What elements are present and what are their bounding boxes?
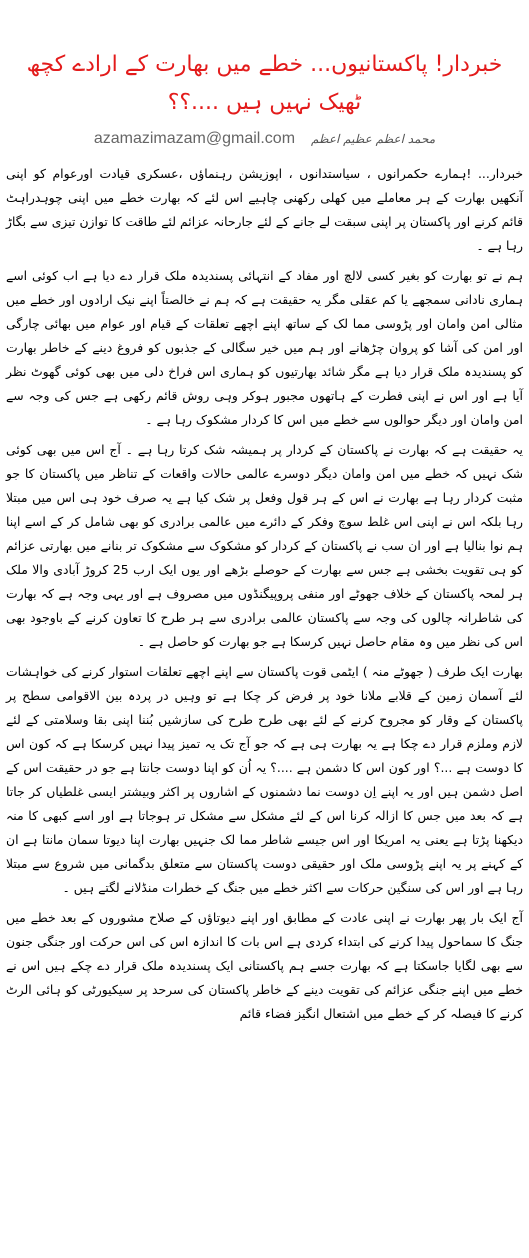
author-name: محمد اعظم عظیم اعظم (311, 132, 436, 146)
paragraph: آج ایک بار پھر بھارت نے اپنی عادت کے مطابق اور اپنے دیوتاؤں کے صلاح مشوروں کے بعد خطے میں جنگ کا سماحول پیدا کرنے کی ابتداء کردی ہے اس بات کا اندازہ اس کی اس حرکت اور جنگی جنون سے بھی لگایا جاسکتا ہے کہ بھارت جسے ہم پاکستانی ایک پسندیدہ ملک قرار دے چکے ہیں اس نے خطے میں اپنے جنگی عزائم کی تقویت دینے کے خاطر پاکستان کی سرحد پر سیکیورٹی کو ہائی الرٹ کرنے کا فیصلہ کر کے خطے میں اشتعال انگیز فضاء قائم (6, 910, 523, 1021)
paragraph: خبردار... !ہمارے حکمرانوں ، سیاستدانوں ، اپوزیشن رہنماؤں ،عسکری قیادت اورعوام کو اپنی آنکھیں بھارت کے ہر معاملے میں کھلی رکھنی چاہیے اس لئے کہ بھارت خطے میں اپنی چوہدراہٹ قائم کرنے اور پاکستان پر اپنی سبقت لے جانے کے لئے جارحانہ عزائم لئے طاقت کا توازن تیزی سے بگاڑ رہا ہے ۔ (6, 166, 523, 253)
paragraph: ہم نے تو بھارت کو بغیر کسی لالچ اور مفاد کے انتہائی پسندیدہ ملک قرار دے دیا ہے اب کوئی اسے ہماری نادانی سمجھے یا کم عقلی مگر یہ حقیقت ہے کہ ہم نے خالصتاً اپنے نیک ارادوں اور خطے میں مثالی امن وامان اور پڑوسی مما لک کے ساتھ اپنے اچھے تعلقات کے قیام اور عوام میں بھائی چارگی اور امن کی آشا کو پروان چڑھانے اور ہم میں خیر سگالی کے جذبوں کو فروغ دینے کے خاطر بھارت کو پسندیدہ ملک قرار دیا ہے مگر شائد بھارتیوں کو ہماری اس فراخ دلی میں بھی کوئی گھوٹ نظر آیا ہے اور اس نے اپنی فطرت کے ہاتھوں مجبور ہوکر وہی روش قائم رکھی ہے جس کی وجہ سے امن وامان اور دیگر حوالوں سے خطے میں اس کا کردار مشکوک رہا ہے ۔ (6, 268, 523, 427)
byline (6, 130, 523, 156)
article-title: خبردار! پاکستانیوں... خطے میں بھارت کے ارادے کچھ ٹھیک نہیں ہیں ....؟؟ (26, 52, 503, 115)
paragraph: یہ حقیقت ہے کہ بھارت نے پاکستان کے کردار پر ہمیشہ شک کرتا رہا ہے ۔ آج اس میں بھی کوئی شک نہیں کہ خطے میں امن وامان دیگر دوسرے عالمی حالات واقعات کے تناظر میں پاکستان کا جو مثبت کردار رہا ہے بھارت نے اس کے ہر قول وفعل پر شک کیا ہے یہ صرف خود ہی اس میں مبتلا رہا بلکہ اس نے اپنی اس غلط سوچ وفکر کے دائرے میں عالمی برادری کو بھی شامل کر کے اسے اپنا ہم نوا بنالیا ہے اور ان سب نے پاکستان کے کردار کو مشکوک سے مشکوک تر بنانے میں بھارتی عزائم کو ہی تقویت بخشی ہے جس سے بھارت کے حوصلے بڑھے اور یوں ایک ارب 25 کروڑ آبادی والا ملک ہر لمحہ پاکستان کے خلاف جھوٹے اور منفی پروپیگنڈوں میں مصروف ہے اور یہی وجہ ہے کہ بھارت کی شاطرانہ چالوں کی وجہ سے پاکستان عالمی برادری سے ہر طرح کا تعاون کرنے کے باوجود بھی اس کی نظر میں وہ مقام حاصل نہیں کرسکا ہے جو بھارت کو حاصل ہے ۔ (6, 442, 523, 649)
author-email[interactable]: azamazimazam@gmail.com (93, 130, 296, 147)
article-body (6, 162, 523, 1026)
paragraph: بھارت ایک طرف ( جھوٹے منہ ) ایٹمی قوت پاکستان سے اپنے اچھے تعلقات استوار کرنے کی خواہشات لئے آسمان زمین کے قلابے ملانا خود پر فرض کر چکا ہے تو وہیں در پردہ بین الاقوامی سطح پر پاکستان کے وقار کو مجروح کرنے کے لئے بھی طرح طرح کی سازشیں بُننا اپنی بقا وسلامتی کے لئے لازم وملزم قرار دے چکا ہے یہ بھارت ہی ہے کہ جو آج تک یہ تمیز پیدا نہیں کرسکا ہے کہ کون اس کا دوست ہے ...؟ اور کون اس کا دشمن ہے ....؟ یہ اُن کو اپنا دوست جانتا ہے جو در حقیقت اس کے اصل دشمن ہیں اور یہ اپنے اِن دوست نما دشمنوں کے اشاروں پر اکثر وبیشتر ایسی غلطیاں کر جاتا ہے کہ بعد میں جس کا ازالہ کرنا اس کے لئے مشکل سے مشکل تر ہوجاتا ہے اور اسے کبھی کا منہ دیکھنا پڑتا ہے یعنی یہ امریکا اور اس جیسے شاطر مما لک جنہیں بھارت اپنا دیوتا سمان مانتا ہے ان کے کہنے پر یہ اپنے پڑوسی ملک اور حقیقی دوست پاکستان سے متعلق بدگمانی میں شروع سے مبتلا رہا ہے اور اس کی سنگین حرکات سے اکثر خطے میں جنگ کے خطرات منڈلانے لگتے ہیں ۔ (6, 664, 523, 895)
